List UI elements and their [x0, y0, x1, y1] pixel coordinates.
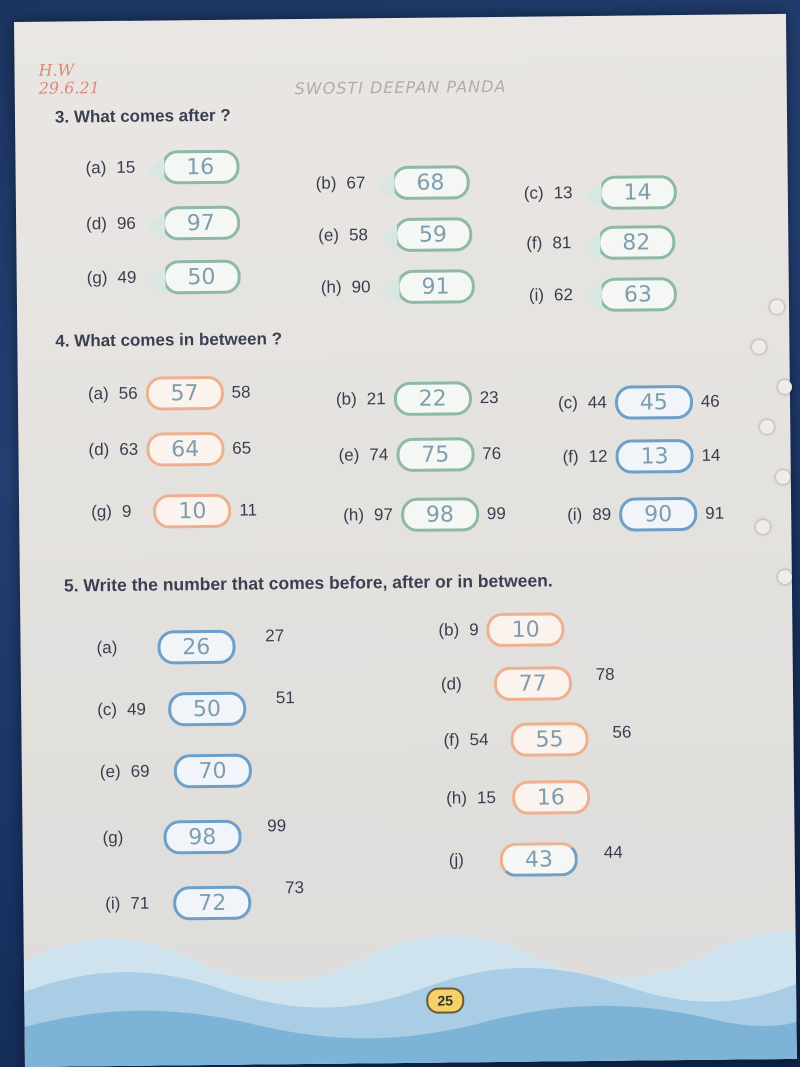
item-label: (i) — [528, 285, 545, 305]
item-label: (b) — [335, 389, 357, 409]
q5-item-c — [97, 688, 295, 727]
left-number: 97 — [373, 505, 393, 525]
item-label: (e) — [338, 445, 360, 465]
answer-badge: 97 — [162, 206, 240, 241]
q4-item-e — [338, 437, 501, 473]
answer-badge: 72 — [173, 886, 251, 921]
right-number: 46 — [700, 391, 720, 411]
answer-badge: 16 — [512, 780, 590, 815]
q5-item-e — [100, 754, 252, 790]
given-number: 58 — [348, 225, 369, 245]
answer-badge: 55 — [510, 722, 588, 757]
left-number: 44 — [587, 392, 607, 413]
q3-item-b — [316, 165, 470, 201]
right-number: 14 — [701, 445, 721, 465]
answer-badge: 13 — [615, 439, 693, 474]
answer-badge: 82 — [597, 225, 675, 260]
given-number: 81 — [552, 233, 572, 253]
answer-badge: 10 — [153, 494, 231, 529]
item-label: (h) — [343, 505, 365, 525]
left-number: 89 — [592, 504, 612, 524]
q4-title: 4. What comes in between ? — [55, 329, 283, 351]
q4-item-b — [336, 381, 499, 417]
q5-item-f — [443, 722, 631, 758]
left-number: 56 — [118, 383, 138, 403]
left-number: 54 — [469, 730, 489, 750]
q3-item-h — [321, 269, 475, 305]
answer-badge: 43 — [500, 842, 578, 877]
item-label: (g) — [102, 827, 124, 848]
given-number: 15 — [116, 157, 136, 177]
answer-badge: 98 — [401, 497, 479, 532]
left-number: 63 — [119, 439, 139, 459]
q5-title: 5. Write the number that comes before, after or in between. — [63, 570, 553, 596]
item-label: (f) — [443, 730, 460, 750]
q3-item-i — [529, 277, 677, 313]
item-label: (i) — [567, 505, 583, 525]
answer-badge: 26 — [157, 630, 235, 665]
answer-badge: 45 — [615, 385, 693, 420]
right-number: 99 — [486, 503, 506, 524]
q3-item-e — [318, 217, 472, 253]
item-label: (a) — [85, 158, 107, 178]
right-number: 73 — [285, 878, 305, 898]
q4-item-d — [88, 432, 251, 468]
item-label: (c) — [97, 699, 118, 720]
item-label: (h) — [446, 788, 468, 808]
left-number: 69 — [130, 761, 150, 781]
right-number: 44 — [603, 842, 623, 862]
answer-badge: 91 — [396, 269, 474, 304]
right-number: 58 — [231, 382, 251, 402]
given-number: 67 — [346, 173, 366, 193]
left-number: 71 — [130, 893, 150, 913]
item-label: (f) — [562, 447, 579, 467]
homework-note — [38, 61, 99, 98]
left-number: 12 — [588, 446, 608, 467]
given-number: 49 — [117, 267, 137, 287]
q5-item-i — [105, 878, 305, 921]
right-number: 11 — [239, 500, 258, 520]
given-number: 90 — [351, 277, 371, 297]
answer-badge: 64 — [146, 432, 224, 467]
q4-item-c — [558, 385, 720, 421]
right-number: 56 — [612, 722, 632, 742]
item-label: (e) — [318, 225, 340, 245]
q5-item-j — [449, 842, 623, 878]
item-label: (g) — [86, 268, 108, 288]
q3-item-c — [524, 175, 677, 211]
answer-badge: 16 — [161, 150, 239, 185]
q4-item-a — [88, 376, 251, 412]
right-number: 27 — [265, 626, 285, 646]
q3-title: 3. What comes after ? — [54, 105, 231, 127]
q5-item-h — [446, 780, 590, 816]
left-number: 9 — [469, 620, 479, 640]
item-label: (d) — [440, 674, 462, 694]
answer-badge: 98 — [163, 820, 241, 855]
page-number: 25 — [426, 987, 464, 1013]
item-label: (b) — [315, 173, 337, 193]
q3-item-a — [85, 150, 239, 186]
homework-date: 29.6.21 — [38, 78, 100, 98]
workbook-page — [14, 14, 797, 1067]
item-label: (h) — [320, 277, 342, 297]
answer-badge: 59 — [394, 217, 472, 252]
answer-badge: 68 — [391, 165, 469, 200]
q4-item-f — [562, 439, 720, 475]
q4-item-g — [91, 493, 257, 529]
answer-badge: 90 — [619, 497, 697, 532]
given-number: 96 — [116, 213, 136, 233]
right-number: 51 — [275, 688, 295, 708]
left-number: 74 — [369, 445, 389, 465]
given-number: 13 — [553, 183, 573, 203]
wave-decoration — [23, 914, 796, 1067]
q5-item-d — [441, 666, 615, 702]
left-number: 21 — [366, 389, 386, 409]
answer-badge: 57 — [145, 376, 223, 411]
q5-item-a — [96, 626, 285, 665]
answer-badge: 70 — [173, 754, 251, 789]
right-number: 76 — [482, 443, 502, 464]
q3-item-d — [86, 206, 240, 242]
item-label: (c) — [557, 393, 578, 413]
answer-badge: 22 — [393, 381, 471, 416]
q3-item-g — [87, 260, 241, 296]
answer-badge: 63 — [599, 277, 677, 312]
item-label: (g) — [91, 502, 113, 522]
right-number: 65 — [232, 438, 252, 458]
q4-item-h — [343, 497, 506, 533]
right-number: 23 — [479, 387, 499, 408]
item-label: (a) — [96, 637, 118, 658]
answer-badge: 50 — [162, 260, 240, 295]
answer-badge: 75 — [396, 437, 474, 472]
homework-label: H.W — [38, 60, 75, 80]
q5-item-b — [438, 612, 565, 647]
right-number: 99 — [267, 816, 287, 836]
item-label: (f) — [526, 233, 543, 253]
item-label: (d) — [88, 440, 110, 460]
given-number: 62 — [553, 285, 574, 305]
left-number: 15 — [476, 787, 496, 808]
answer-badge: 14 — [598, 175, 676, 210]
item-label: (a) — [87, 384, 109, 404]
q4-item-i — [567, 497, 724, 533]
answer-badge: 77 — [494, 666, 572, 701]
right-number: 91 — [705, 503, 725, 523]
left-number: 9 — [121, 501, 132, 521]
item-label: (j) — [448, 850, 465, 870]
answer-badge: 10 — [486, 612, 564, 647]
student-name: SWOSTI DEEPAN PANDA — [294, 76, 507, 99]
item-label: (e) — [99, 761, 121, 782]
item-label: (i) — [105, 893, 121, 914]
item-label: (d) — [86, 214, 107, 234]
right-number: 78 — [595, 664, 615, 684]
item-label: (b) — [438, 620, 460, 640]
answer-badge: 50 — [168, 692, 246, 727]
q3-item-f — [526, 225, 675, 261]
q5-item-g — [102, 816, 287, 855]
left-number: 49 — [126, 699, 147, 719]
item-label: (c) — [523, 183, 544, 203]
